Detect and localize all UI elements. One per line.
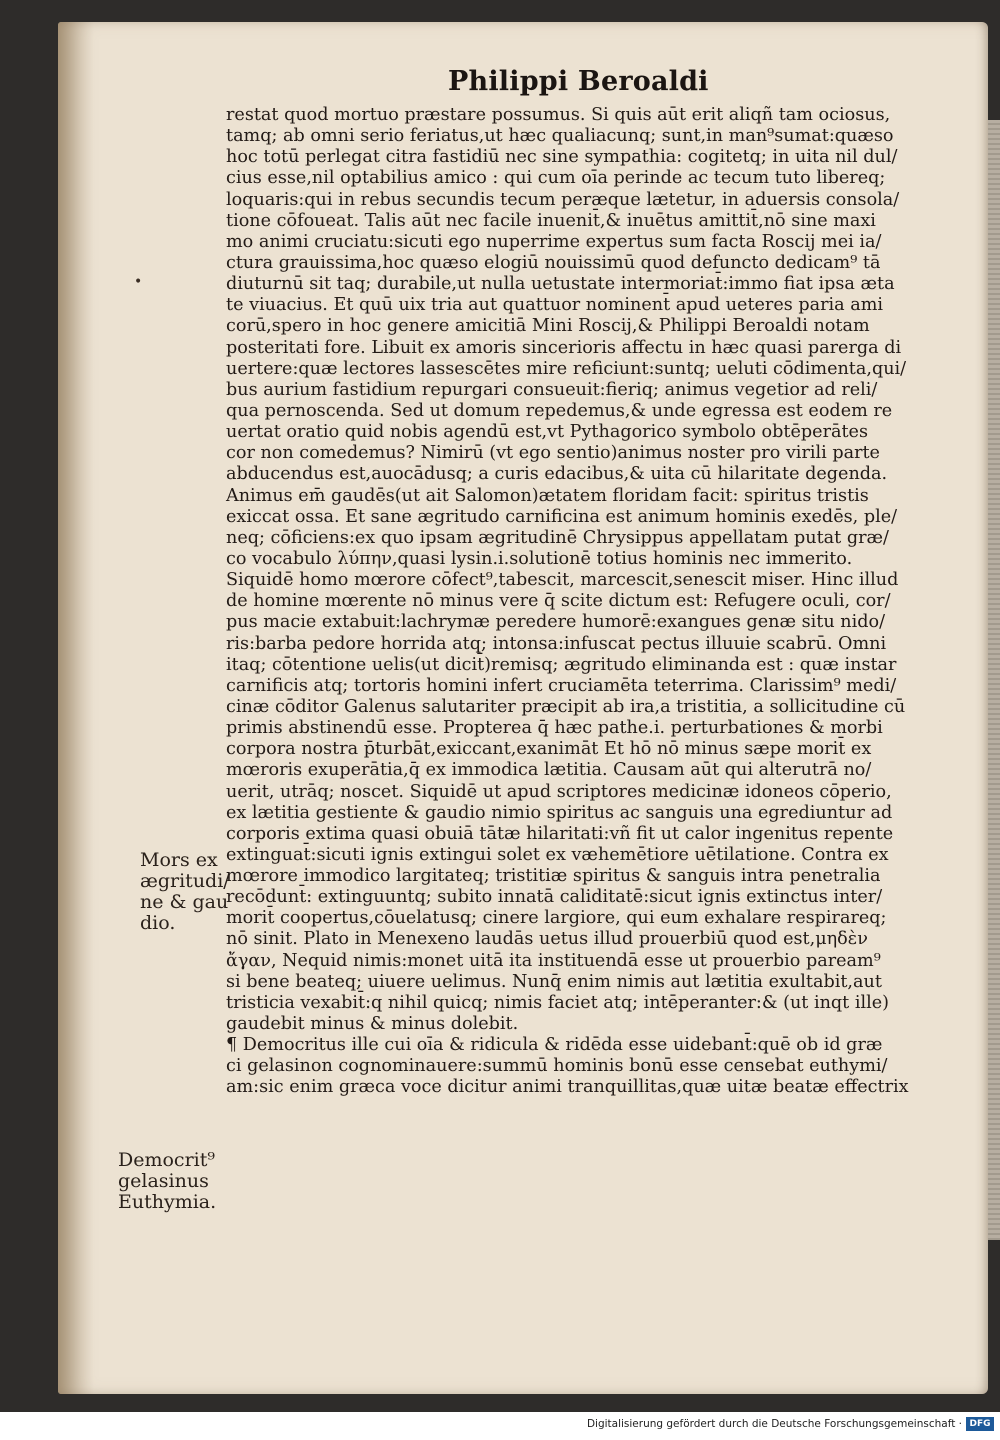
text-line: corpora nostra p̄turbāt,exiccant,exanimāt Et hō nō minus sæpe morit̄ ex [226, 739, 872, 760]
margin-note-mors: Mors ex ægritudi/ ne & gau dio. [140, 849, 230, 934]
text-line: restat quod mortuo præstare possumus. Si quis aūt erit aliqñ tam ociosus, [226, 105, 891, 125]
text-line: morit̄ coopertus,cōuelatusq; cinere largiore, qui eum exhalare respirareq; [226, 908, 887, 929]
text-line: corū,spero in hoc genere amicitiā Mini Roscij,& Philippi Beroaldi notam [226, 316, 870, 337]
text-line: ex lætitia gestiente & gaudio nimio spiritus ac sanguis una egrediuntur ad [226, 802, 893, 823]
text-line: tione cōfoueat. Talis aūt nec facile inuenit̄,& inuētus amittit̄,nō sine maxi [226, 210, 876, 231]
text-line: itaq; cōtentione uelis(ut dicit̄)remisq; ægritudo eliminanda est : quæ instar [226, 654, 897, 675]
text-line: si bene beateq; uiuere uelimus. Nunq̄ enim nimis aut lætitia exultabit,aut [226, 971, 882, 992]
text-line: am:sic enim græca voce dicitur animi tranquillitas,quæ uitæ beatæ effectrix [226, 1077, 909, 1098]
text-line: cinæ cōditor Galenus salutariter præcipit ab ira,a tristitia, a sollicitudine cū [226, 696, 906, 717]
text-line: Animus em̄ gaudēs(ut ait Salomon)ætatem floridam facit: spiritus tristis [226, 485, 869, 506]
text-line: hoc totū perlegat citra fastidiū nec sine sympathia: cogitetq; in uita nil dul/ [226, 147, 898, 168]
text-line: extinguat̄:sicuti ignis extingui solet ex væhemētiore uētilatione. Contra ex [226, 844, 889, 865]
text-line: uerit, utrāq; noscet. Siquidē ut apud scriptores medicinæ idoneos cōperio, [226, 781, 892, 802]
text-line: mo animi cruciatu:sicuti ego nuperrime expertus sum facta Roscij mei ia/ [226, 231, 882, 252]
text-line: abducendus est,auocādusq; a curis edacibus,& uita cū hilaritate degenda. [226, 464, 888, 485]
text-line: primis abstinendū esse. Propterea q̄ hæc pathe.i. perturbationes & morbi [226, 718, 883, 739]
text-line: exiccat ossa. Et sane ægritudo carnificina est animum hominis exedēs, ple/ [226, 506, 898, 527]
text-line: ¶ Democritus ille cui oīa & ridicula & ridēda esse uidebant̄:quē ob id græ [226, 1035, 883, 1056]
margin-note-democritus: Democrit⁹ gelasinus Euthymia. [118, 1149, 217, 1213]
text-line: ctura grauissima,hoc quæso elogiū nouissimū quod defuncto dedicam⁹ tā [226, 252, 881, 273]
body-text [226, 105, 978, 1099]
text-line: ἄγαν, Nequid nimis:monet uitā ita instituendā esse ut prouerbio paream⁹ [226, 950, 881, 971]
text-line: corporis extima quasi obuiā tātæ hilaritati:vñ fit ut calor ingenitus repente [226, 823, 894, 844]
text-line: pus macie extabuit:lachrymæ peredere humorē:exangues genæ situ nido/ [226, 612, 886, 633]
text-line: mœrore immodico largitateq; tristitiæ spiritus & sanguis intra penetralia [226, 866, 881, 887]
text-line: loquaris:qui in rebus secundis tecum peræque lætetur, in aduersis consola/ [226, 189, 900, 210]
text-line: diuturnū sit taq; durabile,ut nulla uetustate intermoriat̄:immo fiat ipsa æta [226, 274, 895, 295]
text-line: cor non comedemus? Nimirū (vt ego sentio)animus noster pro virili parte [226, 443, 880, 464]
text-line: ci gelasinon cognominauere:summū hominis bonū esse censebat euthymi/ [226, 1056, 888, 1077]
text-line: carnificis atq; tortoris homini infert cruciamēta teterrima. Clarissim⁹ medi/ [226, 675, 897, 696]
gutter-shadow [58, 22, 94, 1394]
text-line: te viuacius. Et quū uix tria aut quattuor nominent̄ apud ueteres paria ami [226, 295, 884, 316]
text-line: nō sinit. Plato in Menexeno laudās uetus illud prouerbiū quod est,μηδὲν [226, 929, 868, 950]
text-line: gaudebit minus & minus dolebit. [226, 1014, 519, 1035]
text-line: tamq; ab omni serio feriatus,ut hæc qualiacunq; sunt,in man⁹sumat:quæso [226, 126, 894, 147]
footer-bar [0, 1412, 1000, 1440]
text-line: ris:barba pedore horrida atq; intonsa:infuscat pectus illuuie scabrū. Omni [226, 633, 887, 654]
text-line: co vocabulo λύπην,quasi lysin.i.solutionē totius hominis nec immerito. [226, 548, 853, 569]
text-line: qua pernoscenda. Sed ut domum repedemus,& unde egressa est eodem re [226, 400, 893, 421]
text-line: bus aurium fastidium repurgari consueuit:fieriq; animus vegetior ad reli/ [226, 379, 878, 400]
text-line: recōdunt̄: extinguuntq; subito innatā caliditatē:sicut ignis extinctus inter/ [226, 887, 883, 908]
text-line: uertere:quæ lectores lassescētes mire reficiunt:suntq; ueluti cōdimenta,qui/ [226, 358, 907, 379]
text-line: cius esse,nil optabilius amico : qui cum oīa perinde ac tecum tuto libereq; [226, 168, 886, 189]
text-line: uertat oratio quid nobis agendū est,vt Pythagorico symbolo obtēperātes [226, 422, 868, 443]
dfg-logo-icon: DFG [966, 1417, 994, 1431]
text-line: posteritati fore. Libuit ex amoris sincerioris affectu in hæc quasi parerga di [226, 337, 902, 358]
running-head: Philippi Beroaldi [448, 66, 709, 97]
text-line: neq; cōficiens:ex quo ipsam ægritudinē Chrysippus appellatam putat græ/ [226, 527, 889, 548]
margin-mark: • [134, 274, 143, 290]
text-line: de homine mœrente nō minus vere q̄ scite dictum est: Refugere oculi, cor/ [226, 591, 891, 612]
text-line: mœroris exuperātia,q̄ ex immodica lætitia. Causam aūt qui alterutrā no/ [226, 760, 872, 781]
text-line: tristicia vexabit̄:q nihil quicq; nimis faciet atq; intēperanter:& (ut inqt ille) [226, 992, 889, 1013]
text-line: Siquidē homo mœrore cōfect⁹,tabescit, marcescit,senescit miser. Hinc illud [226, 570, 899, 591]
footer-credit: Digitalisierung gefördert durch die Deutsche Forschungsgemeinschaft · [586, 1418, 962, 1430]
